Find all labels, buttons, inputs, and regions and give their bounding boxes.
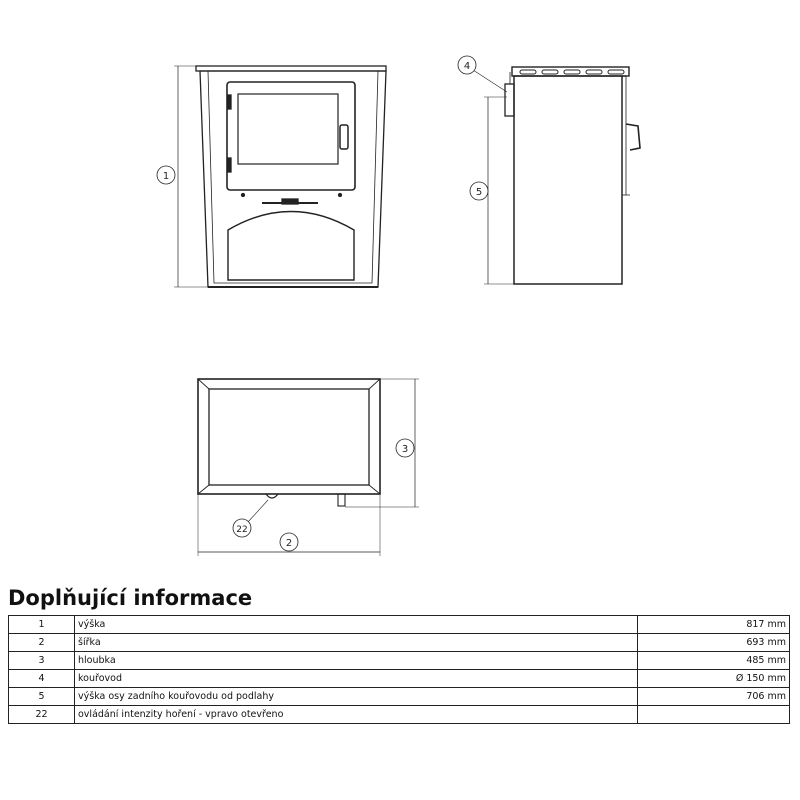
- top-view: [198, 379, 419, 556]
- table-row: [9, 652, 790, 670]
- table-row: [9, 706, 790, 724]
- table-row: [9, 634, 790, 652]
- info-table: [8, 615, 790, 724]
- table-row: [9, 688, 790, 706]
- row-label: šířka: [75, 634, 638, 652]
- side-view: [458, 56, 640, 284]
- callout-22: 22: [236, 525, 248, 535]
- callout-3: 3: [401, 444, 409, 455]
- row-number: 5: [9, 688, 75, 706]
- row-value: 706 mm: [638, 688, 790, 706]
- row-value: [638, 706, 790, 724]
- row-number: 1: [9, 616, 75, 634]
- row-label: ovládání intenzity hoření - vpravo otevřeno: [75, 706, 638, 724]
- row-number: 22: [9, 706, 75, 724]
- row-value: 817 mm: [638, 616, 790, 634]
- callout-2: 2: [285, 538, 293, 549]
- row-number: 2: [9, 634, 75, 652]
- callout-4: 4: [463, 61, 471, 72]
- row-number: 3: [9, 652, 75, 670]
- table-row: [9, 616, 790, 634]
- row-value: 693 mm: [638, 634, 790, 652]
- row-value: Ø 150 mm: [638, 670, 790, 688]
- callout-5: 5: [475, 187, 483, 198]
- callout-1: 1: [162, 171, 170, 182]
- row-label: výška: [75, 616, 638, 634]
- info-title: Doplňující informace: [8, 586, 253, 610]
- row-label: hloubka: [75, 652, 638, 670]
- table-row: [9, 670, 790, 688]
- front-view: [157, 66, 386, 287]
- row-value: 485 mm: [638, 652, 790, 670]
- row-number: 4: [9, 670, 75, 688]
- row-label: kouřovod: [75, 670, 638, 688]
- row-label: výška osy zadního kouřovodu od podlahy: [75, 688, 638, 706]
